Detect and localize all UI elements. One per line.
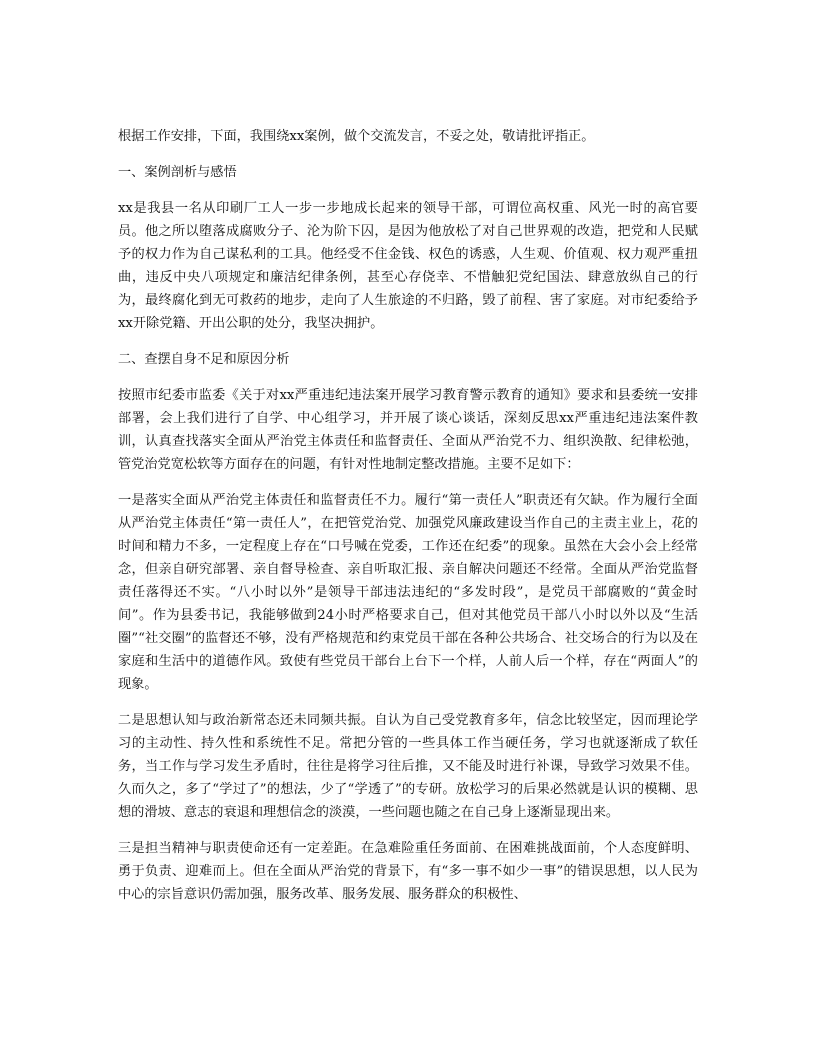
section-heading-2: 二、查摆自身不足和原因分析 [118,352,290,367]
shortcoming-2-paragraph: 二是思想认知与政治新常态还未同频共振。自认为自己受党教育多年，信念比较坚定，因而理论学习的主动性、持久性和系统性不足。常把分管的一些具体工作当硬任务，学习也就逐渐成了软任务，当工作与学习发生矛盾时，往往是将学习往后推，又不能及时进行补课，导致学习效果不佳。久而久之，多了“学过了”的想法，少了“学透了”的专研。放松学习的后果必然就是认识的模糊、思想的滑坡、意志的衰退和理想信念的淡漠，一些问题也随之在自己身上逐渐显现出来。 [118,713,698,820]
shortcoming-1-paragraph: 一是落实全面从严治党主体责任和监督责任不力。履行“第一责任人”职责还有欠缺。作为履行全面从严治党主体责任“第一责任人”，在把管党治党、加强党风廉政建设当作自己的主责主业上，花的时间和精力不多，一定程度上存在“口号喊在党委，工作还在纪委”的现象。虽然在大会小会上经常念，但亲自研究部署、亲自督导检查、亲自听取汇报、亲自解决问题还不经常。全面从严治党监督责任落得还不实。“八小时以外”是领导干部违法违纪的“多发时段”，是党员干部腐败的“黄金时间”。作为县委书记，我能够做到24小时严格要求自己，但对其他党员干部八小时以外以及“生活圈”“社交圈”的监督还不够，没有严格规范和约束党员干部在各种公共场合、社交场合的行为以及在家庭和生活中的道德作风。致使有些党员干部台上台下一个样，人前人后一个样，存在“两面人”的现象。 [118,493,698,692]
document-body [118,125,698,919]
case-analysis-paragraph: xx是我县一名从印刷厂工人一步一步地成长起来的领导干部，可谓位高权重、风光一时的高官要员。他之所以堕落成腐败分子、沦为阶下囚，是因为他放松了对自己世界观的改造，把党和人民赋予的权力作为自己谋私利的工具。他经受不住金钱、权色的诱惑，人生观、价值观、权力观严重扭曲，违反中央八项规定和廉洁纪律条例，甚至心存侥幸、不惜触犯党纪国法、肆意放纵自己的行为，最终腐化到无可救药的地步，走向了人生旅途的不归路，毁了前程、害了家庭。对市纪委给予xx开除党籍、开出公职的处分，我坚决拥护。 [118,201,698,331]
shortcoming-3-paragraph: 三是担当精神与职责使命还有一定差距。在急难险重任务面前、在困难挑战面前，个人态度鲜明、勇于负责、迎难而上。但在全面从严治党的背景下，有“多一事不如少一事”的错误思想，以人民为中心的宗旨意识仍需加强，服务改革、服务发展、服务群众的积极性、 [118,841,698,902]
background-paragraph: 按照市纪委市监委《关于对xx严重违纪违法案开展学习教育警示教育的通知》要求和县委统一安排部署，会上我们进行了自学、中心组学习，并开展了谈心谈话，深刻反思xx严重违纪违法案件教训，认真查找落实全面从严治党主体责任和监督责任、全面从严治党不力、组织涣散、纪律松弛，管党治党宽松软等方面存在的问题，有针对性地制定整改措施。主要不足如下： [118,388,698,472]
section-heading-1: 一、案例剖析与感悟 [118,165,237,180]
intro-paragraph: 根据工作安排，下面，我围绕xx案例，做个交流发言，不妥之处，敬请批评指正。 [118,129,595,144]
